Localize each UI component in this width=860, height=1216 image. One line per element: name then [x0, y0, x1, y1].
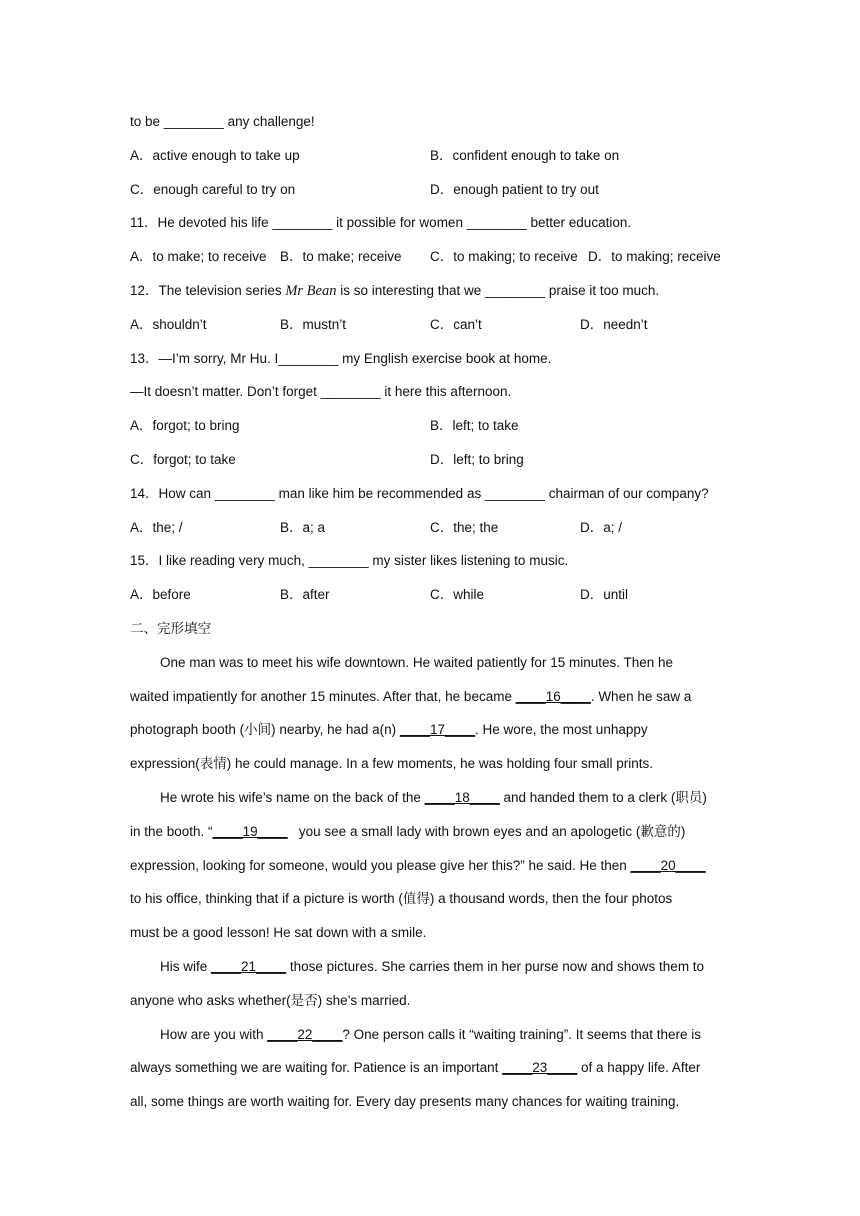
option-b: B．confident enough to take on [430, 147, 620, 163]
text: One man was to meet his wife downtown. He waited patiently for 15 minutes. Then he [160, 654, 674, 670]
text: 14．How can ________ man like him be recommended as ________ chairman of our company? [130, 485, 709, 501]
text: 11．He devoted his life ________ it possible for women ________ better education. [130, 215, 632, 231]
passage-line [130, 987, 730, 1021]
text: . When he saw a [590, 688, 692, 704]
text: is so interesting that we ________ praise it too much. [336, 282, 660, 298]
passage-line [130, 852, 730, 886]
option-a: A．before [130, 587, 191, 603]
section-heading [130, 615, 730, 649]
blank-20: ____20____ [630, 857, 706, 873]
option-b: B．to make; receive [280, 249, 402, 265]
blank-17: ____17____ [399, 722, 476, 738]
option-a: A．to make; to receive [130, 249, 267, 265]
option-b: B．after [280, 587, 330, 603]
options-row [130, 412, 730, 446]
text: of a happy life. After [577, 1060, 701, 1076]
passage-line [130, 953, 730, 987]
text: —It doesn’t matter. Don’t forget ________ it here this afternoon. [130, 384, 512, 400]
option-c: C．the; the [430, 519, 499, 535]
question-14 [130, 480, 730, 514]
option-d: D．enough patient to try out [430, 181, 599, 197]
option-c: C．to making; to receive [430, 249, 578, 265]
options-row [130, 581, 730, 615]
options-row [130, 311, 730, 345]
option-d: D．left; to bring [430, 451, 524, 467]
passage-line [130, 716, 730, 750]
text: expression(表情) he could manage. In a few moments, he was holding four small prints. [130, 756, 653, 772]
blank-23: ____23____ [502, 1060, 578, 1076]
text: to be ________ any challenge! [130, 114, 315, 129]
passage-line [130, 1021, 730, 1055]
text: you see a small lady with brown eyes and an apologetic (歉意的) [287, 823, 686, 839]
option-a: A．shouldn’t [130, 316, 207, 332]
option-c: C．while [430, 587, 485, 603]
blank-19: ____19____ [212, 823, 288, 839]
option-d: D．until [580, 587, 629, 603]
text: How are you with [160, 1026, 268, 1042]
document-page [130, 108, 730, 1122]
text: expression, looking for someone, would you please give her this?” he said. He then [130, 857, 631, 873]
option-c: C．forgot; to take [130, 451, 236, 467]
options-row [130, 243, 730, 277]
text: all, some things are worth waiting for. Every day presents many chances for waiting training. [130, 1094, 680, 1110]
text: ? One person calls it “waiting training”. It seems that there is [342, 1026, 702, 1042]
passage-line [130, 919, 730, 953]
question-13-reply [130, 378, 730, 412]
passage-line [130, 818, 730, 852]
passage-line [130, 649, 730, 683]
text: 12．The television series [130, 282, 286, 298]
text: 13．—I’m sorry, Mr Hu. I________ my English exercise book at home. [130, 350, 552, 366]
passage-line [130, 885, 730, 919]
option-a: A．the; / [130, 519, 183, 535]
text: those pictures. She carries them in her purse now and shows them to [286, 958, 705, 974]
passage-line [130, 1054, 730, 1088]
option-d: D．to making; receive [588, 249, 721, 265]
option-c: C．enough careful to try on [130, 181, 296, 197]
text: photograph booth (小间) nearby, he had a(n) [130, 722, 400, 738]
option-c: C．can’t [430, 316, 482, 332]
option-b: B．a; a [280, 519, 326, 535]
italic-title: Mr Bean [285, 282, 337, 299]
question-13 [130, 345, 730, 379]
options-row [130, 446, 730, 480]
option-a: A．active enough to take up [130, 147, 300, 163]
question-11 [130, 209, 730, 243]
text: His wife [160, 958, 212, 974]
text: and handed them to a clerk (职员) [499, 789, 707, 805]
option-a: A．forgot; to bring [130, 418, 240, 434]
blank-18: ____18____ [424, 789, 500, 805]
question-15 [130, 547, 730, 581]
text: always something we are waiting for. Patience is an important [130, 1060, 503, 1076]
text: . He wore, the most unhappy [475, 722, 648, 738]
options-row [130, 514, 730, 548]
question-12 [130, 277, 730, 311]
option-d: D．needn’t [580, 316, 648, 332]
passage-line [130, 784, 730, 818]
text: to his office, thinking that if a picture is worth (值得) a thousand words, then the four photos [130, 891, 673, 907]
text: He wrote his wife’s name on the back of the [160, 789, 425, 805]
options-row [130, 176, 730, 210]
passage-line [130, 683, 730, 717]
text: waited impatiently for another 15 minutes. After that, he became [130, 688, 516, 704]
text: anyone who asks whether(是否) she’s married. [130, 992, 411, 1008]
passage-line [130, 1088, 730, 1122]
heading-text: 二、完形填空 [130, 620, 211, 636]
options-row [130, 142, 730, 176]
option-b: B．left; to take [430, 418, 519, 434]
text: must be a good lesson! He sat down with a smile. [130, 925, 427, 941]
passage-line [130, 750, 730, 784]
option-b: B．mustn’t [280, 316, 347, 332]
blank-16: ____16____ [515, 688, 591, 704]
blank-21: ____21____ [211, 958, 287, 974]
option-d: D．a; / [580, 519, 623, 535]
text: in the booth. “ [130, 823, 213, 839]
question-10-stem-end [130, 108, 730, 142]
blank-22: ____22____ [267, 1026, 343, 1042]
text: 15．I like reading very much, ________ my sister likes listening to music. [130, 553, 569, 569]
